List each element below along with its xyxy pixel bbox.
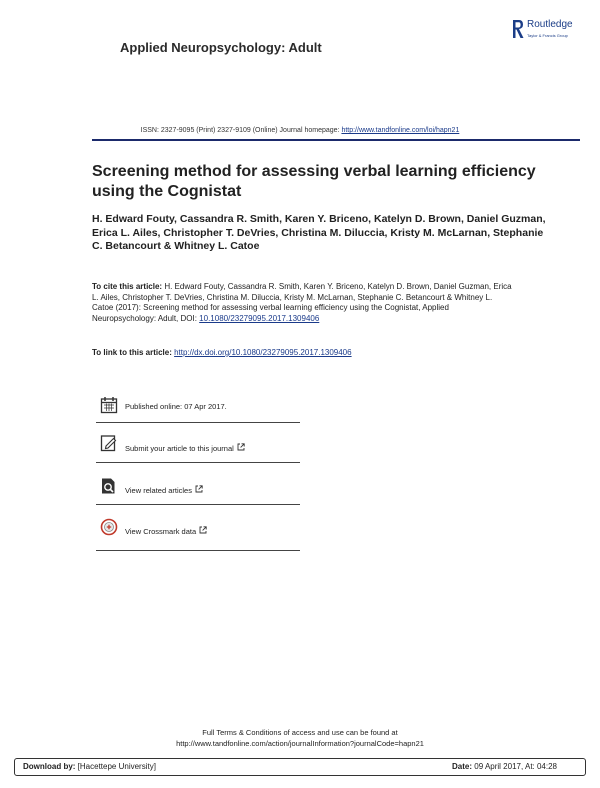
article-doi-link[interactable]: http://dx.doi.org/10.1080/23279095.2017.1309406 bbox=[174, 348, 352, 357]
issn-line bbox=[0, 127, 600, 134]
article-title: Screening method for assessing verbal learning efficiency using the Cognistat bbox=[92, 163, 536, 200]
routledge-logo-icon bbox=[511, 18, 525, 40]
issn-text: ISSN: 2327-9095 (Print) 2327-9109 (Online) Journal homepage: bbox=[140, 127, 342, 134]
terms-url[interactable]: http://www.tandfonline.com/action/journalInformation?journalCode=hapn21 bbox=[176, 739, 424, 748]
edit-document-icon bbox=[100, 434, 118, 452]
article-link-line bbox=[92, 348, 512, 357]
journal-homepage-link[interactable]: http://www.tandfonline.com/loi/hapn21 bbox=[341, 127, 460, 134]
published-online-row bbox=[96, 392, 300, 423]
external-link-icon bbox=[237, 443, 245, 451]
submit-article-label: Submit your article to this journal bbox=[125, 444, 234, 453]
downloaded-by bbox=[23, 762, 156, 771]
terms-line-1: Full Terms & Conditions of access and use can be found at bbox=[202, 728, 398, 737]
external-link-icon bbox=[195, 485, 203, 493]
downloaded-by-value: [Hacettepe University] bbox=[75, 762, 156, 771]
header-rule bbox=[92, 139, 580, 141]
citation-text: H. Edward Fouty, Cassandra R. Smith, Karen Y. Briceno, Katelyn D. Brown, Daniel Guzman, Erica L. Ailes, Christopher T. DeVries, Christina M. Diluccia, Kristy M. McLarnan, Stephanie C. Betancourt & Whitney L. Catoe (2017): Screening method for assessing verbal learning efficiency using the Cognistat, Applied Neuropsychology: Adult, DOI: bbox=[92, 282, 512, 323]
citation-block bbox=[92, 282, 512, 324]
citation-label: To cite this article: bbox=[92, 282, 163, 291]
external-link-icon bbox=[199, 526, 207, 534]
article-authors: H. Edward Fouty, Cassandra R. Smith, Karen Y. Briceno, Katelyn D. Brown, Daniel Guzman, Erica L. Ailes, Christopher T. DeVries, Christina M. Diluccia, Kristy M. McLarnan, Stephanie C. Betancourt & Whitney L. Catoe bbox=[92, 213, 546, 252]
download-info-bar bbox=[14, 758, 586, 776]
crossmark-label: View Crossmark data bbox=[125, 527, 197, 536]
downloaded-by-label: Download by: bbox=[23, 762, 76, 771]
related-articles-label: View related articles bbox=[125, 486, 192, 495]
document-search-icon bbox=[100, 477, 118, 495]
link-label: To link to this article: bbox=[92, 348, 175, 357]
terms-notice bbox=[0, 727, 600, 749]
citation-doi-link[interactable]: 10.1080/23279095.2017.1309406 bbox=[199, 313, 320, 323]
download-date bbox=[452, 762, 557, 771]
journal-name: Applied Neuropsychology: Adult bbox=[120, 40, 322, 55]
submit-article-row[interactable] bbox=[96, 430, 300, 463]
related-articles-link[interactable] bbox=[125, 485, 203, 495]
crossmark-icon bbox=[100, 518, 118, 536]
published-online-text: Published online: 07 Apr 2017. bbox=[125, 402, 227, 411]
calendar-icon bbox=[100, 396, 118, 414]
crossmark-row[interactable] bbox=[96, 512, 300, 551]
related-articles-row[interactable] bbox=[96, 470, 300, 505]
publisher-tagline: Taylor & Francis Group bbox=[527, 33, 568, 38]
submit-article-link[interactable] bbox=[125, 443, 245, 453]
publisher-name: Routledge bbox=[527, 19, 573, 30]
download-date-value: 09 April 2017, At: 04:28 bbox=[472, 762, 557, 771]
publisher-logo bbox=[511, 18, 591, 44]
download-date-label: Date: bbox=[452, 762, 473, 771]
crossmark-link[interactable] bbox=[125, 526, 207, 536]
